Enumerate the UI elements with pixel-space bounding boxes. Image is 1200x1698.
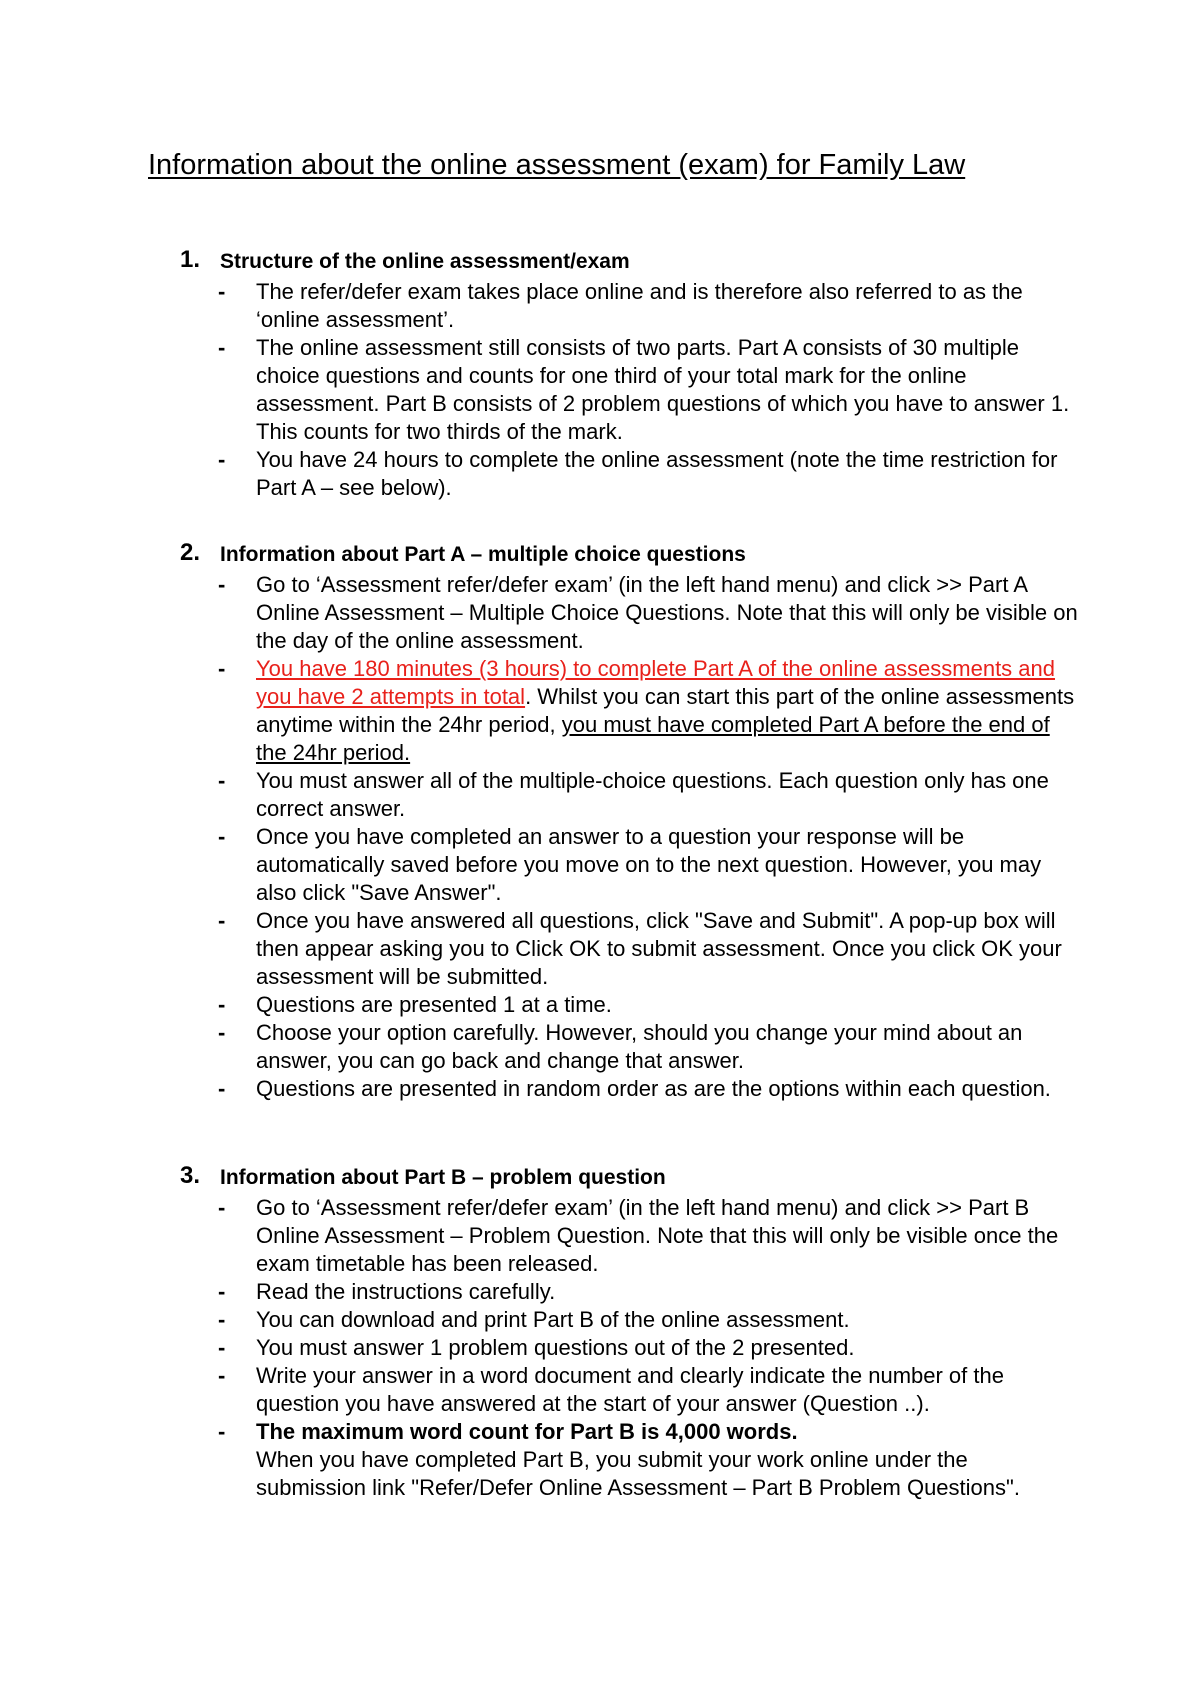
dash-bullet-icon: -: [218, 1020, 226, 1045]
deadline-note: you must have completed Part A before the end of the 24hr period.: [256, 712, 1050, 765]
bullet-list: [180, 571, 1080, 1103]
list-item: [180, 334, 1080, 446]
list-item-time-limit: [180, 655, 1080, 767]
word-count-limit: The maximum word count for Part B is 4,000 words.: [256, 1419, 798, 1444]
section-structure: [180, 248, 1080, 502]
dash-bullet-icon: -: [218, 1363, 226, 1388]
section-heading: [180, 541, 1080, 571]
dash-bullet-icon: -: [218, 1076, 226, 1101]
list-item-text: Choose your option carefully. However, should you change your mind about an answer, you can go back and change that answer.: [256, 1020, 1023, 1073]
section-number: 2.: [180, 539, 201, 566]
list-item: [180, 1306, 1080, 1334]
dash-bullet-icon: -: [218, 824, 226, 849]
section-title: Information about Part B – problem question: [220, 1166, 666, 1189]
list-item-text: You have 24 hours to complete the online assessment (note the time restriction for Part A – see below).: [256, 447, 1058, 500]
list-item-text: Questions are presented 1 at a time.: [256, 992, 612, 1017]
list-item-text: Read the instructions carefully.: [256, 1279, 556, 1304]
list-item-text: You can download and print Part B of the online assessment.: [256, 1307, 850, 1332]
bullet-list: [180, 278, 1080, 502]
dash-bullet-icon: -: [218, 656, 226, 681]
list-item-text: Once you have completed an answer to a question your response will be automatically saved before you move on to the next question. However, you may also click "Save Answer".: [256, 824, 1042, 905]
document-title: Information about the online assessment (exam) for Family Law: [148, 149, 966, 181]
section-part-b: [180, 1164, 1080, 1502]
list-item: [180, 991, 1080, 1019]
list-item: [180, 907, 1080, 991]
dash-bullet-icon: -: [218, 768, 226, 793]
section-part-a: [180, 541, 1080, 1103]
section-heading: [180, 1164, 1080, 1194]
list-item-text: Once you have answered all questions, click "Save and Submit". A pop-up box will then appear asking you to Click OK to submit assessment. Once you click OK your assessment will be submitted.: [256, 908, 1062, 989]
dash-bullet-icon: -: [218, 1279, 226, 1304]
list-item-text: You must answer all of the multiple-choice questions. Each question only has one correct answer.: [256, 768, 1049, 821]
dash-bullet-icon: -: [218, 992, 226, 1017]
section-number: 1.: [180, 246, 201, 273]
list-item: [180, 1334, 1080, 1362]
section-title: Structure of the online assessment/exam: [220, 250, 630, 273]
bullet-list: [180, 1194, 1080, 1502]
dash-bullet-icon: -: [218, 908, 226, 933]
submission-instructions: When you have completed Part B, you submit your work online under the submission link "Refer/Defer Online Assessment – Part B Problem Questions".: [256, 1447, 1020, 1500]
section-heading: [180, 248, 1080, 278]
list-item: [180, 278, 1080, 334]
dash-bullet-icon: -: [218, 1307, 226, 1332]
list-item-text: . Whilst you can start this part of the online assessments anytime within the 24hr period,: [256, 684, 1075, 737]
list-item: [180, 1194, 1080, 1278]
list-item: [180, 767, 1080, 823]
dash-bullet-icon: -: [218, 1419, 226, 1444]
dash-bullet-icon: -: [218, 1335, 226, 1360]
list-item-word-count: [180, 1418, 1080, 1502]
list-item-text: The online assessment still consists of two parts. Part A consists of 30 multiple choice questions and counts for one third of your total mark for the online assessment. Part B consists of 2 problem questions of which you have to answer 1. This counts for two thirds of the mark.: [256, 335, 1070, 444]
list-item: [180, 1075, 1080, 1103]
list-item: [180, 571, 1080, 655]
list-item: [180, 1278, 1080, 1306]
list-item-text: Write your answer in a word document and clearly indicate the number of the question you have answered at the start of your answer (Question ..).: [256, 1363, 1004, 1416]
dash-bullet-icon: -: [218, 447, 226, 472]
dash-bullet-icon: -: [218, 279, 226, 304]
list-item-text: Go to ‘Assessment refer/defer exam’ (in the left hand menu) and click >> Part B Online Assessment – Problem Question. Note that this will only be visible once the exam timetable has been released.: [256, 1195, 1059, 1276]
list-item: [180, 446, 1080, 502]
list-item-text: Questions are presented in random order as are the options within each question.: [256, 1076, 1051, 1101]
section-number: 3.: [180, 1162, 201, 1189]
time-limit-warning: You have 180 minutes (3 hours) to complete Part A of the online assessments and you have 2 attempts in total: [256, 656, 1056, 709]
list-item-text: The refer/defer exam takes place online and is therefore also referred to as the ‘online assessment’.: [256, 279, 1023, 332]
list-item: [180, 1019, 1080, 1075]
list-item: [180, 823, 1080, 907]
dash-bullet-icon: -: [218, 572, 226, 597]
list-item-text: Go to ‘Assessment refer/defer exam’ (in the left hand menu) and click >> Part A Online Assessment – Multiple Choice Questions. Note that this will only be visible on the day of the online assessment.: [256, 572, 1078, 653]
section-title: Information about Part A – multiple choice questions: [220, 543, 746, 566]
dash-bullet-icon: -: [218, 335, 226, 360]
list-item-text: You must answer 1 problem questions out of the 2 presented.: [256, 1335, 855, 1360]
list-item: [180, 1362, 1080, 1418]
dash-bullet-icon: -: [218, 1195, 226, 1220]
